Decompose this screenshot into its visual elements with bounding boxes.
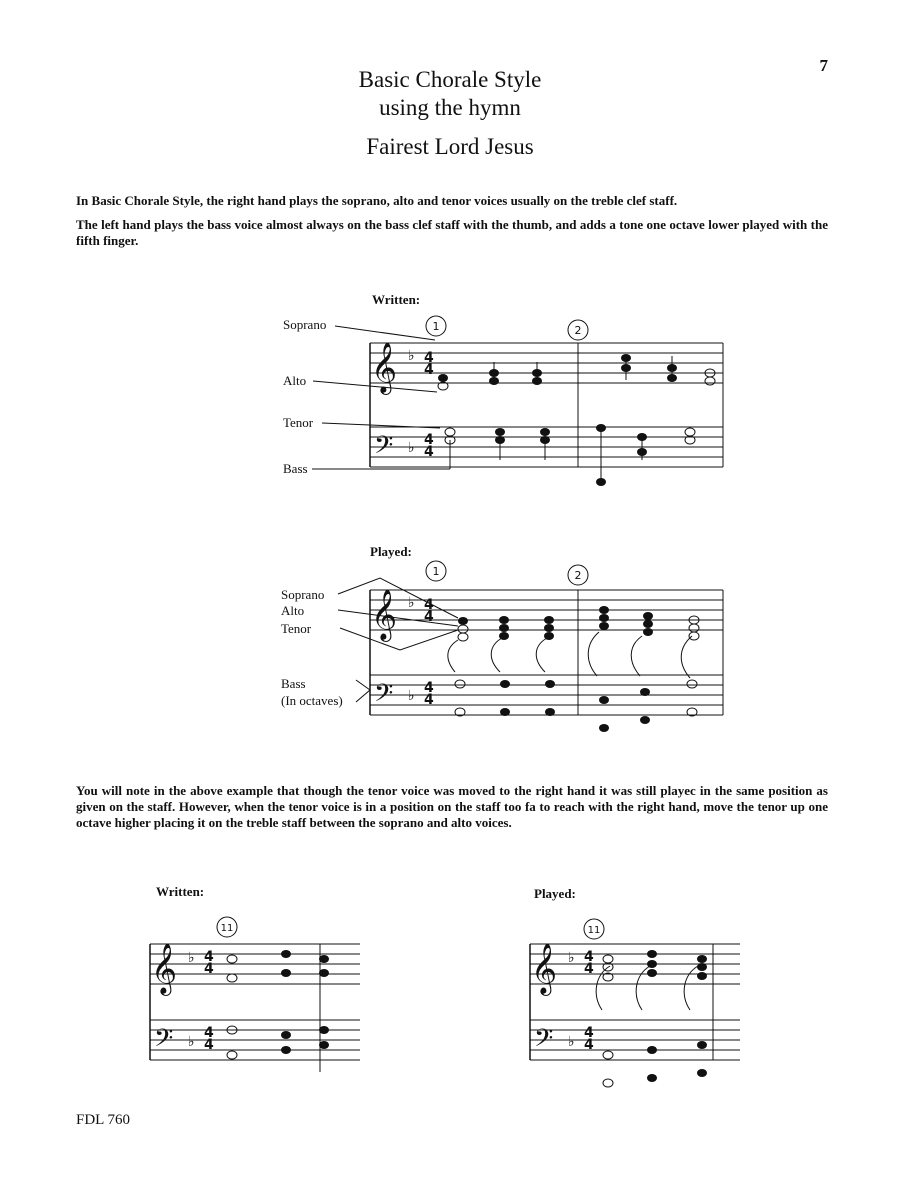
example2-treble-staff	[370, 590, 723, 630]
svg-text:4: 4	[204, 1025, 214, 1041]
example2-tenor-pointer	[340, 628, 458, 650]
title-line-2: using the hymn	[379, 95, 521, 120]
svg-text:♭: ♭	[408, 348, 415, 364]
svg-text:4: 4	[424, 432, 434, 448]
example1-measure-1-number: 1	[432, 320, 440, 333]
svg-text:4: 4	[204, 949, 214, 965]
example1-bass-clef: 𝄢	[374, 431, 394, 466]
paragraph-left-hand: The left hand plays the bass voice almost always on the bass clef staff with the thumb, and adds a tone one octave lower played with the fifth finger.	[76, 217, 828, 248]
example4-bass-staff	[530, 1020, 740, 1060]
footer-catalog-number: FDL 760	[76, 1112, 131, 1128]
example4-bass-clef: 𝄢	[534, 1024, 554, 1059]
example2-treble-clef: 𝄞	[371, 589, 398, 640]
svg-text:♭: ♭	[408, 688, 415, 704]
example1-heading: Written:	[372, 292, 421, 307]
svg-text:4: 4	[424, 609, 434, 625]
example2-tenor-arc	[448, 640, 458, 672]
example4-treble-clef: 𝄞	[531, 943, 558, 994]
svg-text:4: 4	[204, 961, 214, 977]
example3-bass-staff	[150, 1020, 360, 1060]
example2-measure-2-number: 2	[574, 569, 582, 582]
svg-text:4: 4	[584, 949, 594, 965]
example1-tenor-label: Tenor	[283, 415, 314, 430]
svg-text:♭: ♭	[568, 1034, 575, 1050]
example2-bass-label: Bass	[281, 676, 306, 691]
svg-text:4: 4	[424, 597, 434, 613]
svg-text:4: 4	[584, 1037, 594, 1053]
hymn-title: Fairest Lord Jesus	[366, 134, 534, 159]
example2-bass-brace	[356, 680, 370, 702]
svg-text:4: 4	[424, 350, 434, 366]
paragraph-right-hand: In Basic Chorale Style, the right hand plays the soprano, alto and tenor voices usually on the treble clef staff.	[76, 193, 678, 208]
svg-text:4: 4	[424, 444, 434, 460]
example1-soprano-label: Soprano	[283, 317, 327, 332]
svg-text:4: 4	[424, 362, 434, 378]
svg-text:4: 4	[584, 1025, 594, 1041]
example2-bass-staff	[370, 675, 723, 715]
example2-alto-pointer	[338, 610, 458, 626]
example3-treble-staff	[150, 944, 360, 984]
example3-heading: Written:	[156, 884, 205, 899]
svg-text:♭: ♭	[408, 440, 415, 456]
example4-measure-number: 11	[587, 925, 601, 936]
example1-soprano-pointer	[335, 326, 435, 340]
svg-text:♭: ♭	[568, 950, 575, 966]
example2-measure-1-number: 1	[432, 565, 440, 578]
page-number: 7	[819, 56, 828, 75]
example2-tenor-label: Tenor	[281, 621, 312, 636]
example4-treble-staff	[530, 944, 740, 984]
example2-octaves-label: (In octaves)	[281, 693, 343, 708]
example1-treble-clef: 𝄞	[371, 342, 398, 393]
example2-soprano-label: Soprano	[281, 587, 325, 602]
svg-text:♭: ♭	[408, 595, 415, 611]
example1-bass-label: Bass	[283, 461, 308, 476]
example2-heading: Played:	[370, 544, 412, 559]
example3-treble-clef: 𝄞	[151, 943, 178, 994]
title-line-1: Basic Chorale Style	[358, 67, 542, 92]
paragraph-tenor-note: You will note in the above example that though the tenor voice was moved to the right hand it was still playec in the same position as given on the staff. However, when the tenor voice is in a position on the staff too fa to reach with the right hand, move the tenor up one octave higher placing it on the treble staff between the soprano and alto voices.	[76, 783, 828, 830]
example3-bass-clef: 𝄢	[154, 1024, 174, 1059]
svg-text:♭: ♭	[188, 950, 195, 966]
example2-alto-label: Alto	[281, 603, 305, 618]
svg-text:4: 4	[204, 1037, 214, 1053]
svg-text:4: 4	[424, 680, 434, 696]
example3-measure-number: 11	[220, 923, 234, 934]
example4-heading: Played:	[534, 886, 576, 901]
example2-bass-clef: 𝄢	[374, 679, 394, 714]
example1-alto-label: Alto	[283, 373, 307, 388]
example1-measure-2-number: 2	[574, 324, 582, 337]
svg-text:4: 4	[584, 961, 594, 977]
svg-text:♭: ♭	[188, 1034, 195, 1050]
svg-text:4: 4	[424, 692, 434, 708]
